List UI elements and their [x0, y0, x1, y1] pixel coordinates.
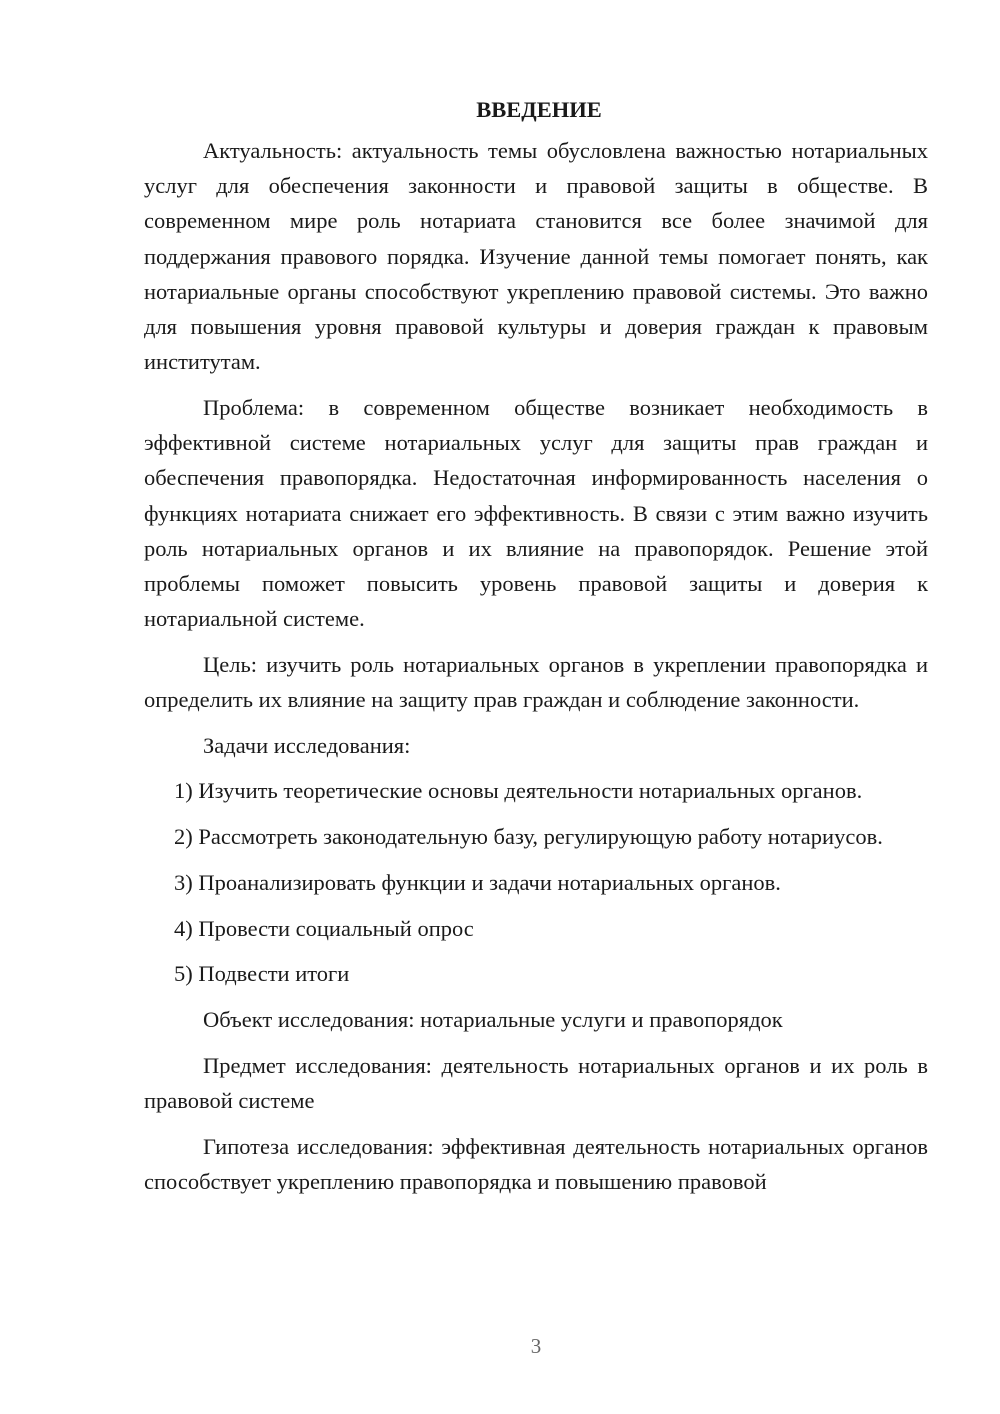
paragraph-object: Объект исследования: нотариальные услуги и правопорядок [203, 1006, 783, 1032]
task-item-2: 2) Рассмотреть законодательную базу, регулирующую работу нотариусов. [174, 824, 883, 850]
paragraph-goal: Цель: изучить роль нотариальных органов в укреплении правопорядка и определить их влияние на защиту прав граждан и соблюдение законности. [144, 651, 928, 713]
page-number: 3 [530, 1334, 542, 1358]
tasks-heading: Задачи исследования: [203, 732, 411, 758]
task-item-4: 4) Провести социальный опрос [174, 915, 474, 941]
paragraph-relevance: Актуальность: актуальность темы обусловлена важностью нотариальных услуг для обеспечения законности и правовой защиты в обществе. В современном мире роль нотариата становится все более значимой для поддержания правового порядка. Изучение данной темы помогает понять, как нотариальные органы способствуют укреплению правовой системы. Это важно для повышения уровня правовой культуры и доверия граждан к правовым институтам. [144, 138, 928, 375]
section-title: ВВЕДЕНИЕ [476, 97, 602, 122]
paragraph-problem: Проблема: в современном обществе возникает необходимость в эффективной системе нотариальных услуг для защиты прав граждан и обеспечения правопорядка. Недостаточная информированность населения о функциях нотариата снижает его эффективность. В связи с этим важно изучить роль нотариальных органов и их влияние на правопорядок. Решение этой проблемы поможет повысить уровень правовой защиты и доверия к нотариальной системе. [144, 394, 928, 632]
paragraph-hypothesis: Гипотеза исследования: эффективная деятельность нотариальных органов способствует укреплению правопорядка и повышению правовой [144, 1133, 928, 1194]
document-page [144, 92, 928, 1209]
paragraph-subject: Предмет исследования: деятельность нотариальных органов и их роль в правовой системе [144, 1052, 928, 1113]
task-item-1: 1) Изучить теоретические основы деятельности нотариальных органов. [174, 778, 863, 804]
task-item-3: 3) Проанализировать функции и задачи нотариальных органов. [174, 869, 781, 895]
task-item-5: 5) Подвести итоги [174, 961, 350, 987]
